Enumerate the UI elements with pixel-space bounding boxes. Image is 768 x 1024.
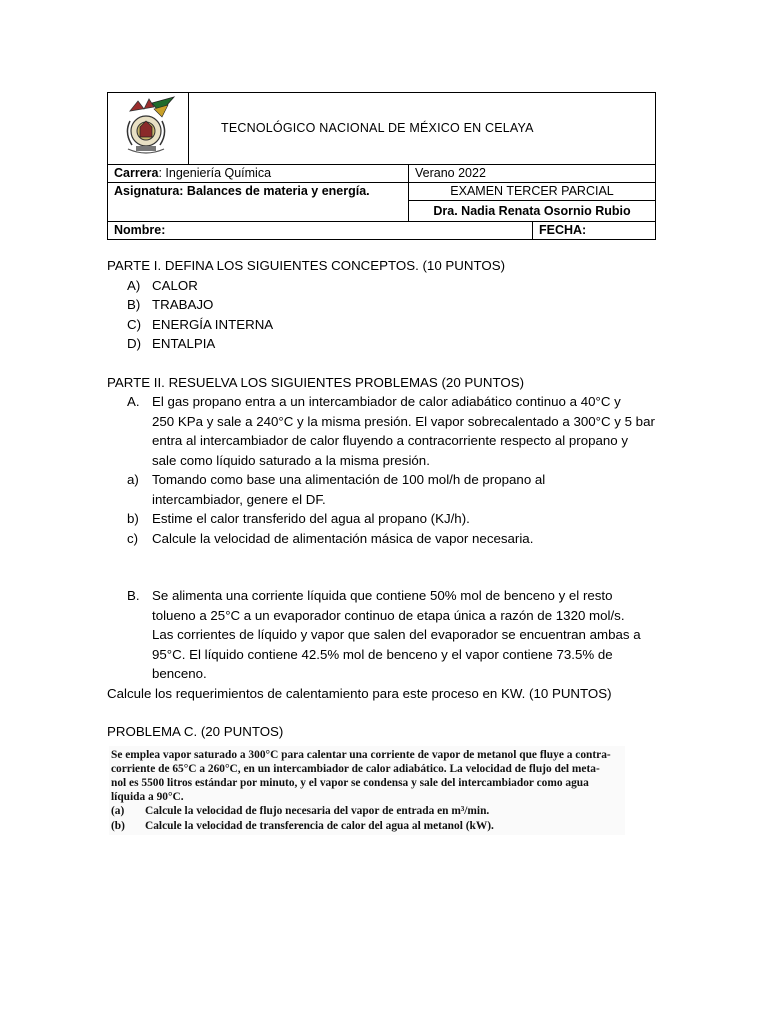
problem-a-line: 250 KPa y sale a 240°C y la misma presión. El vapor sobrecalentado a 300°C y 5 bar bbox=[152, 413, 655, 429]
item-text: ENERGÍA INTERNA bbox=[152, 316, 274, 332]
problema-c-title: PROBLEMA C. (20 PUNTOS) bbox=[107, 724, 284, 739]
exam-title: EXAMEN TERCER PARCIAL bbox=[409, 183, 656, 201]
logo-cell bbox=[108, 93, 189, 165]
item-text: CALOR bbox=[152, 277, 198, 293]
item-mark: C) bbox=[127, 316, 142, 332]
item-mark: A) bbox=[127, 277, 141, 293]
sub-mark: a) bbox=[127, 472, 139, 487]
parte1-list bbox=[107, 276, 667, 354]
teacher-name: Dra. Nadia Renata Osornio Rubio bbox=[409, 201, 656, 222]
item-text: Calcule la velocidad de flujo necesaria del vapor de entrada en m³/min. bbox=[145, 805, 490, 818]
problema-c-line: Se emplea vapor saturado a 300°C para calentar una corriente de vapor de metanol que fluye a contra- bbox=[111, 748, 611, 761]
carrera-cell bbox=[108, 165, 409, 183]
problem-a bbox=[107, 392, 667, 548]
item-text: ENTALPIA bbox=[152, 336, 216, 351]
parte1-item bbox=[107, 334, 667, 354]
period: Verano 2022 bbox=[409, 165, 656, 183]
problem-a-line bbox=[107, 392, 667, 412]
item-text: Calcule la velocidad de transferencia de calor del agua al metanol (kW). bbox=[145, 819, 494, 832]
problem-b-line: Las corrientes de líquido y vapor que salen del evaporador se encuentran ambas a bbox=[152, 627, 641, 642]
parte2-title: PARTE II. RESUELVA LOS SIGUIENTES PROBLEMAS (20 PUNTOS) bbox=[107, 374, 525, 390]
fecha-label: FECHA: bbox=[533, 222, 656, 240]
subquestion-a-cont: intercambiador, genere el DF. bbox=[152, 491, 326, 507]
problem-b bbox=[107, 586, 667, 703]
sub-mark: b) bbox=[127, 511, 139, 526]
item-mark: (a) bbox=[111, 805, 125, 818]
institution-title: TECNOLÓGICO NACIONAL DE MÉXICO EN CELAYA bbox=[189, 93, 656, 165]
problema-c-line: nol es 5500 litros estándar por minuto, y el vapor se condensa y sale del intercambiador como agua bbox=[111, 776, 589, 789]
sub-text: Estime el calor transferido del agua al propano (KJ/h). bbox=[152, 511, 470, 526]
problem-a-line: entra al intercambiador de calor fluyendo a contracorriente respecto al propano y bbox=[152, 433, 629, 448]
parte1-item bbox=[107, 276, 667, 296]
asignatura: Asignatura: Balances de materia y energía. bbox=[108, 183, 409, 222]
problem-a-mark: A. bbox=[127, 394, 140, 409]
parte1-item bbox=[107, 295, 667, 315]
sub-text: Tomando como base una alimentación de 100 mol/h de propano al bbox=[152, 472, 546, 487]
sub-text: Calcule la velocidad de alimentación másica de vapor necesaria. bbox=[152, 530, 534, 546]
problem-b-closing: Calcule los requerimientos de calentamiento para este proceso en KW. (10 PUNTOS) bbox=[107, 685, 612, 701]
problema-c-scan bbox=[109, 746, 625, 835]
nombre-label: Nombre: bbox=[108, 222, 533, 240]
header-table bbox=[107, 92, 656, 240]
subquestion-c bbox=[107, 529, 667, 549]
problema-c-item bbox=[111, 804, 621, 818]
exam-content bbox=[107, 256, 667, 835]
problem-b-line bbox=[107, 586, 667, 606]
parte1-title: PARTE I. DEFINA LOS SIGUIENTES CONCEPTOS. (10 PUNTOS) bbox=[107, 258, 506, 273]
item-mark: D) bbox=[127, 336, 142, 351]
problem-b-mark: B. bbox=[127, 588, 140, 603]
problem-b-line: benceno. bbox=[152, 666, 207, 681]
problema-c-line: corriente de 65°C a 260°C, en un intercambiador de calor adiabático. La velocidad de flujo del meta- bbox=[111, 762, 600, 775]
problem-b-line: 95°C. El líquido contiene 42.5% mol de benceno y el vapor contiene 73.5% de bbox=[152, 646, 613, 662]
carrera-label: Carrera bbox=[114, 166, 159, 180]
problema-c-item bbox=[111, 819, 621, 833]
problem-b-line: tolueno a 25°C a un evaporador continuo de etapa única a razón de 1320 mol/s. bbox=[152, 607, 625, 623]
subquestion-a bbox=[107, 470, 667, 490]
item-mark: B) bbox=[127, 297, 141, 312]
problem-a-text: El gas propano entra a un intercambiador de calor adiabático continuo a 40°C y bbox=[152, 394, 621, 409]
parte1-item bbox=[107, 315, 667, 335]
sub-mark: c) bbox=[127, 530, 139, 546]
problem-a-line: sale como líquido saturado a la misma presión. bbox=[152, 452, 430, 468]
item-text: TRABAJO bbox=[152, 297, 214, 312]
carrera-value: : Ingeniería Química bbox=[158, 166, 272, 180]
institution-logo-icon bbox=[116, 93, 180, 159]
item-mark: (b) bbox=[111, 819, 125, 832]
problema-c-line: líquida a 90°C. bbox=[111, 791, 184, 804]
problem-b-text: Se alimenta una corriente líquida que contiene 50% mol de benceno y el resto bbox=[152, 588, 613, 603]
subquestion-b bbox=[107, 509, 667, 529]
